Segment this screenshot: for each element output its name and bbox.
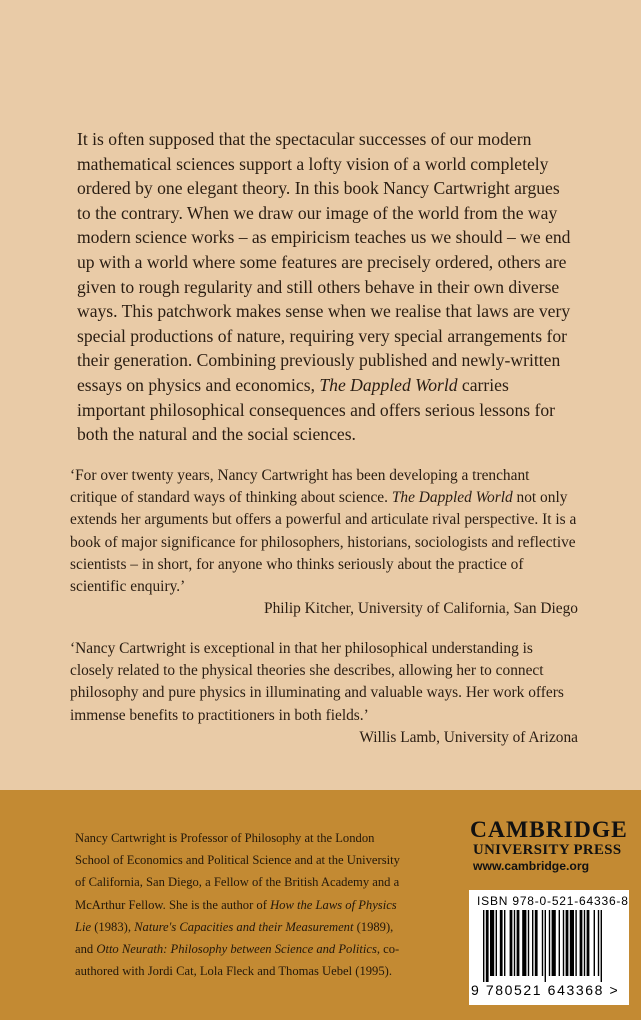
description-text-1: It is often supposed that the spectacular successes of our modern mathematical sciences support a lofty vision of a world completely ordered by one elegant theory. In this book Nancy Cartwright argues to the contrary. When we draw our image of the world from the way modern science works – as empiricism teaches us we should – we end up with a world where some features are precisely ordered, others are given to rough regularity and still others behave in their own diverse ways. This patchwork makes sense when we realise that laws are very special productions of nature, requiring very special arrangements for their generation. Combining previously published and newly-written essays on physics and economics,: [77, 129, 571, 395]
publisher-subtitle: UNIVERSITY PRESS: [473, 842, 622, 858]
barcode-bar: [580, 910, 583, 976]
barcode-bar: [504, 910, 505, 976]
bio-text-2: (1983),: [91, 919, 135, 934]
barcode-bar: [566, 910, 569, 976]
barcode-bars: [475, 910, 623, 982]
quote-attribution: Willis Lamb, University of Arizona: [359, 728, 578, 746]
quote-text: ‘Nancy Cartwright is exceptional in that her philosophical understanding is closely related to the physical theories she describes, allowing her to connect philosophy and pure physics in illuminating and valuable ways. Her work offers immense benefits to practitioners in both fields.’: [70, 640, 564, 724]
bio-book-2: Nature's Capacities and their Measurement: [134, 919, 354, 934]
publisher-name: CAMBRIDGE: [470, 817, 628, 843]
quote-text-2: not only extends her arguments but offers a powerful and articulate rival perspective. It is a book of major significance for philosophers, historians, sociologists and reflective scientists – in short, for anyone who thinks seriously about the practice of scientific enquiry.’: [70, 489, 577, 596]
bio-book-1: How the Laws of Physics Lie: [75, 897, 397, 934]
barcode-bar: [486, 910, 489, 982]
author-bio: [75, 827, 400, 982]
review-quote-kitcher: [70, 465, 578, 620]
barcode-bar: [532, 910, 533, 976]
publisher-url: www.cambridge.org: [473, 859, 590, 873]
quote-book-title: The Dappled World: [391, 489, 513, 507]
barcode-bar: [542, 910, 543, 976]
bio-text-1: Nancy Cartwright is Professor of Philosophy at the London School of Economics and Political Science and at the University of California, San Diego, a Fellow of the British Academy and a McArthur Fellow. She is the author of: [75, 831, 400, 912]
barcode-bar: [563, 910, 564, 976]
book-description: [77, 127, 577, 447]
barcode-bar: [490, 910, 494, 976]
barcode-bar: [517, 910, 520, 976]
footer-band: [0, 790, 641, 1020]
barcode-digits: 9 780521 643368 >: [471, 982, 620, 998]
barcode-bar: [601, 910, 602, 982]
barcode-bar: [483, 910, 484, 982]
barcode-bar: [510, 910, 513, 976]
review-quote-lamb: [70, 638, 578, 749]
barcode-bar: [535, 910, 538, 976]
barcode-bar: [587, 910, 590, 976]
book-title-italic: The Dappled World: [319, 374, 458, 395]
barcode-bar: [559, 910, 560, 976]
bio-text-4: , co-authored with Jordi Cat, Lola Fleck and Thomas Uebel (1995).: [75, 942, 400, 979]
barcode-bar: [552, 910, 556, 976]
quote-attribution: Philip Kitcher, University of California, San Diego: [264, 600, 578, 618]
barcode-bar: [575, 910, 576, 976]
bio-book-3: Otto Neurath: Philosophy between Science and Politics: [96, 942, 377, 957]
description-text-2: carries important philosophical consequences and offers serious lessons for both the natural and the social sciences.: [77, 374, 556, 445]
barcode-bar: [594, 910, 595, 976]
quote-text-1: ‘For over twenty years, Nancy Cartwright has been developing a trenchant critique of standard ways of thinking about science.: [70, 467, 530, 507]
barcode: [469, 890, 629, 1005]
barcode-bar: [545, 910, 546, 982]
barcode-bar: [549, 910, 550, 976]
barcode-bar: [496, 910, 497, 976]
barcode-bar: [584, 910, 585, 976]
bio-text-3: (1989), and: [75, 919, 394, 957]
barcode-bar: [500, 910, 503, 976]
barcode-bar: [598, 910, 599, 976]
barcode-bar: [528, 910, 529, 976]
barcode-bar: [514, 910, 515, 976]
isbn-label: ISBN 978-0-521-64336-8: [477, 894, 629, 908]
barcode-bar: [522, 910, 526, 976]
publisher-logo: [470, 818, 638, 874]
barcode-bar: [570, 910, 574, 976]
